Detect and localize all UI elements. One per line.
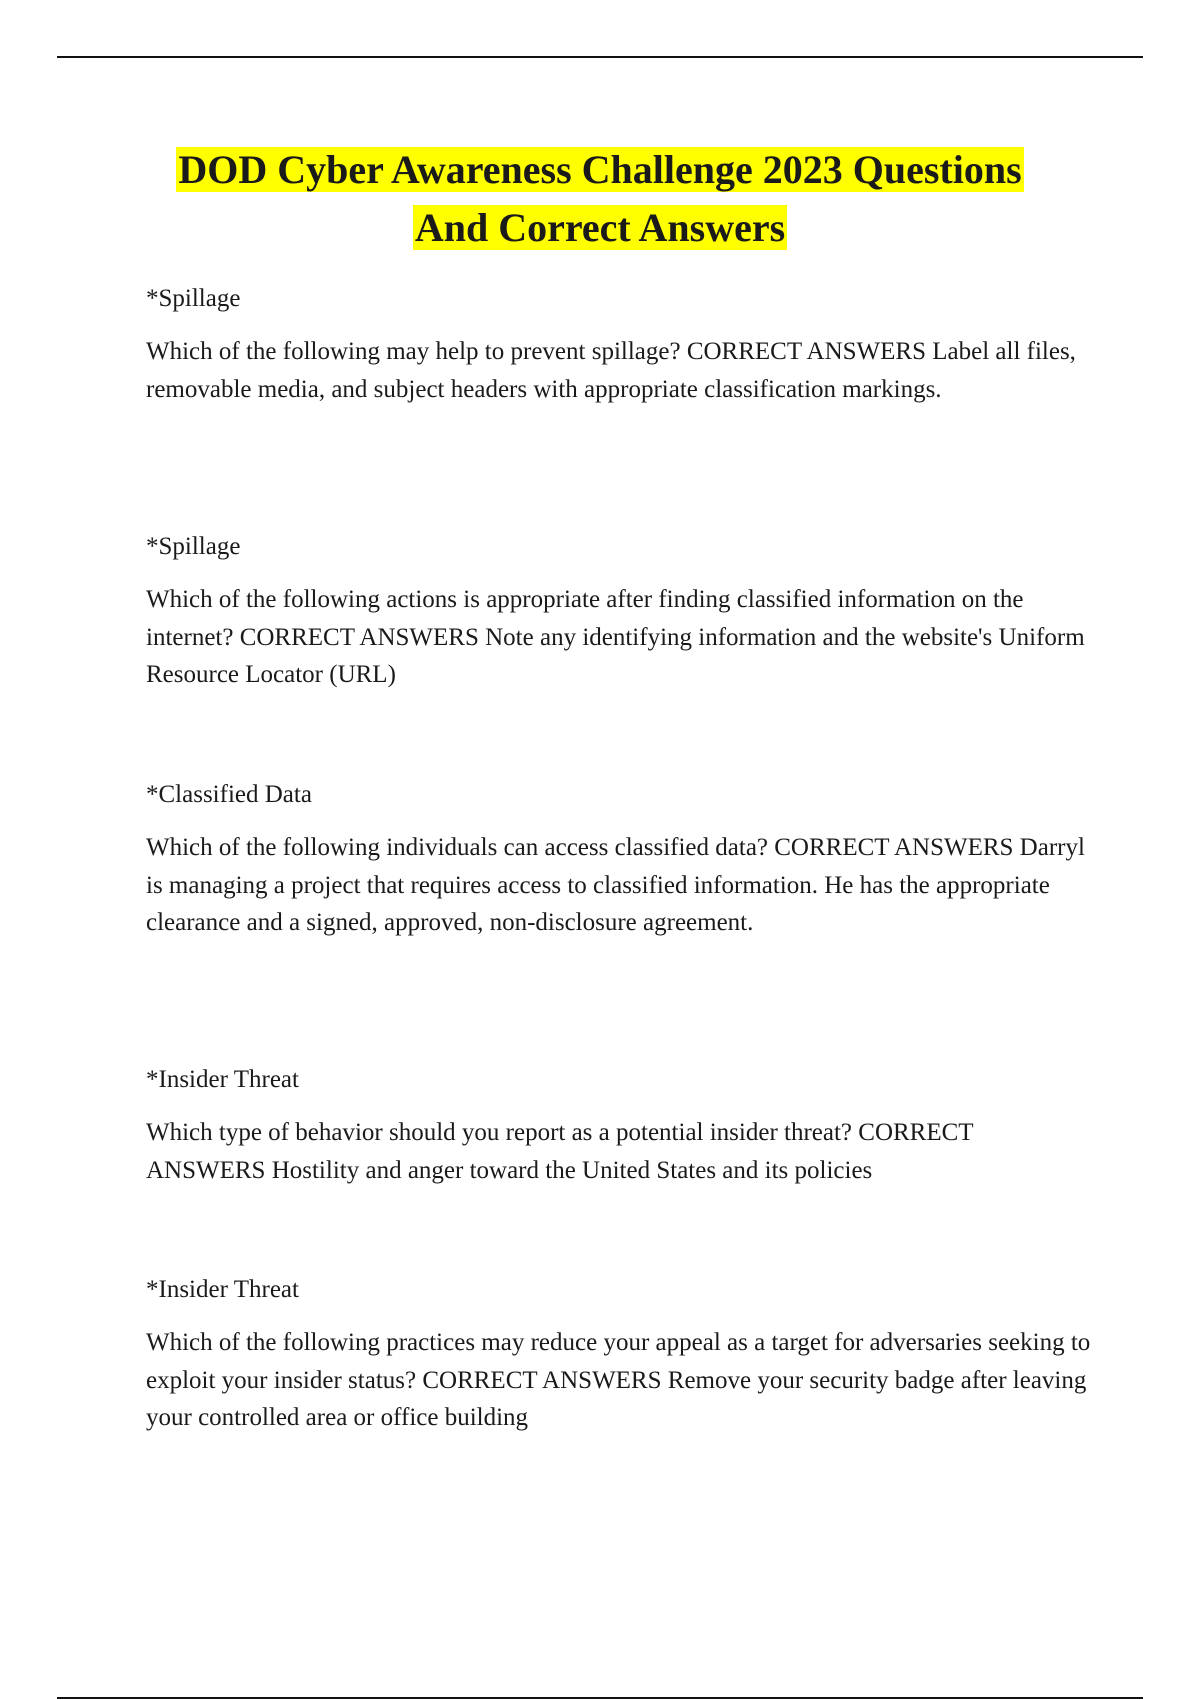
category-label: *Spillage (146, 285, 241, 312)
title-line-1: DOD Cyber Awareness Challenge 2023 Questions (178, 147, 1022, 192)
qa-item-3 (146, 780, 1096, 942)
question-answer: Which type of behavior should you report as a potential insider threat? CORRECT ANSWERS Hostility and anger toward the United States and its policies (146, 1119, 974, 1184)
document-title (100, 141, 1100, 257)
qa-item-2 (146, 532, 1096, 694)
header-rule (57, 56, 1143, 58)
question-answer: Which of the following may help to prevent spillage? CORRECT ANSWERS Label all files, removable media, and subject headers with appropriate classification markings. (146, 338, 1076, 403)
footer-rule (57, 1697, 1143, 1699)
question-answer: Which of the following individuals can access classified data? CORRECT ANSWERS Darryl is managing a project that requires access to classified information. He has the appropriate clearance and a signed, approved, non-disclosure agreement. (146, 834, 1085, 936)
category-label: *Insider Threat (146, 1066, 299, 1093)
question-answer: Which of the following practices may reduce your appeal as a target for adversaries seeking to exploit your insider status? CORRECT ANSWERS Remove your security badge after leaving your controlled area or office building (146, 1329, 1091, 1431)
category-label: *Spillage (146, 533, 241, 560)
category-label: *Insider Threat (146, 1276, 299, 1303)
qa-item-4 (146, 1065, 1096, 1189)
qa-item-5 (146, 1275, 1096, 1437)
qa-item-1 (146, 284, 1096, 408)
category-label: *Classified Data (146, 781, 312, 808)
title-line-2: And Correct Answers (414, 205, 786, 250)
question-answer: Which of the following actions is appropriate after finding classified information on the internet? CORRECT ANSWERS Note any identifying information and the website's Uniform Resource Locator (URL) (146, 586, 1085, 688)
